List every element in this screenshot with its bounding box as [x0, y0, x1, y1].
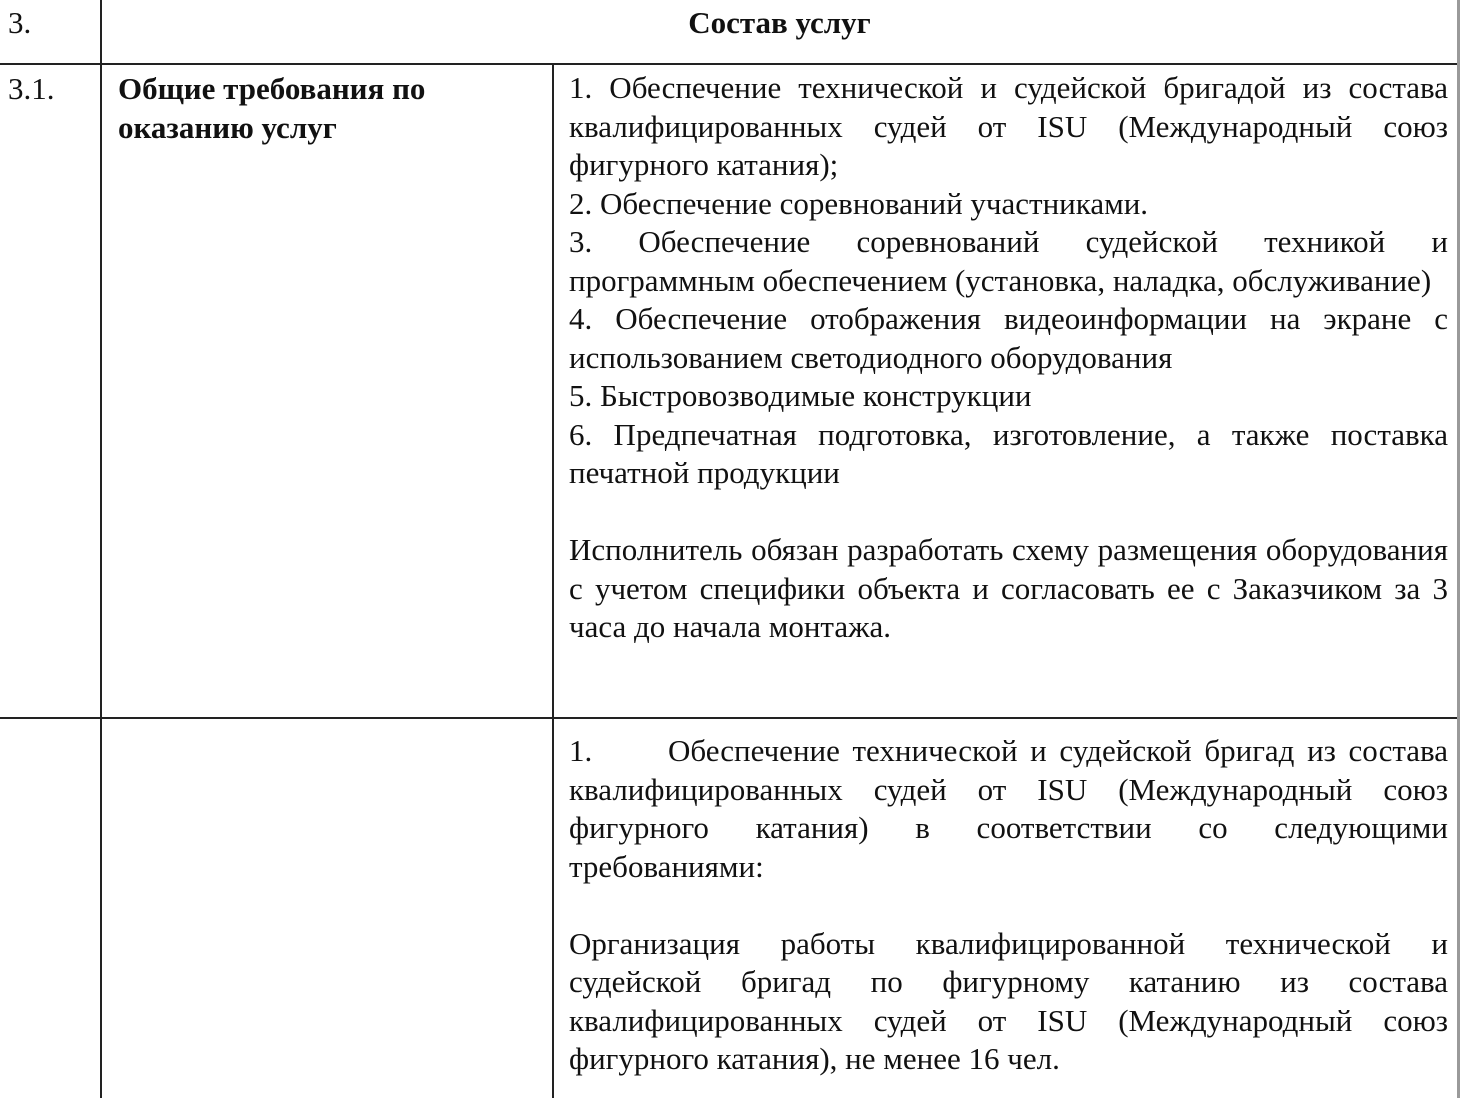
row-title: Общие требования по оказанию услуг [118, 71, 426, 145]
section-number: 3. [8, 5, 32, 40]
requirement-item: 5. Быстровозводимые конструкции [569, 378, 1032, 413]
table-row-divider [0, 717, 1460, 719]
requirements-content [569, 69, 1448, 647]
requirement-item: 1. Обеспечение технической и судейской бригадой из состава квалифицированных судей от ISU (Международный союз фигурного катания); [569, 70, 1448, 182]
brigade-paragraph: Организация работы квалифицированной технической и судейской бригад по фигурному катанию из состава квалифицированных судей от ISU (Международный союз фигурного катания), не менее 16 чел. [569, 925, 1448, 1076]
table-column-divider [552, 65, 554, 1098]
requirement-item: 3. Обеспечение соревнований судейской техникой и программным обеспечением (установка, наладка, обслуживание) [569, 224, 1448, 298]
requirement-item: 2. Обеспечение соревнований участниками. [569, 185, 1149, 221]
brigade-paragraph: 1. Обеспечение технической и судейской бригад из состава квалифицированных судей от ISU (Международный союз фигурного катания) в соответствии со следующими требованиями: [569, 733, 1448, 884]
table-column-divider [100, 0, 102, 1098]
row-number: 3.1. [8, 71, 55, 106]
brigade-requirements-content [569, 732, 1448, 1079]
table-row-divider [0, 63, 1460, 65]
paragraph-spacer [569, 493, 1448, 532]
requirement-item: 6. Предпечатная подготовка, изготовление, а также поставка печатной продукции [569, 416, 1448, 490]
requirement-item: 4. Обеспечение отображения видеоинформации на экране с использованием светодиодного оборудования [569, 301, 1448, 375]
section-title: Состав услуг [688, 5, 871, 40]
contractor-note: Исполнитель обязан разработать схему размещения оборудования с учетом специфики объекта и согласовать ее с Заказчиком за 3 часа до начала монтажа. [569, 532, 1448, 644]
paragraph-spacer [569, 886, 1448, 925]
